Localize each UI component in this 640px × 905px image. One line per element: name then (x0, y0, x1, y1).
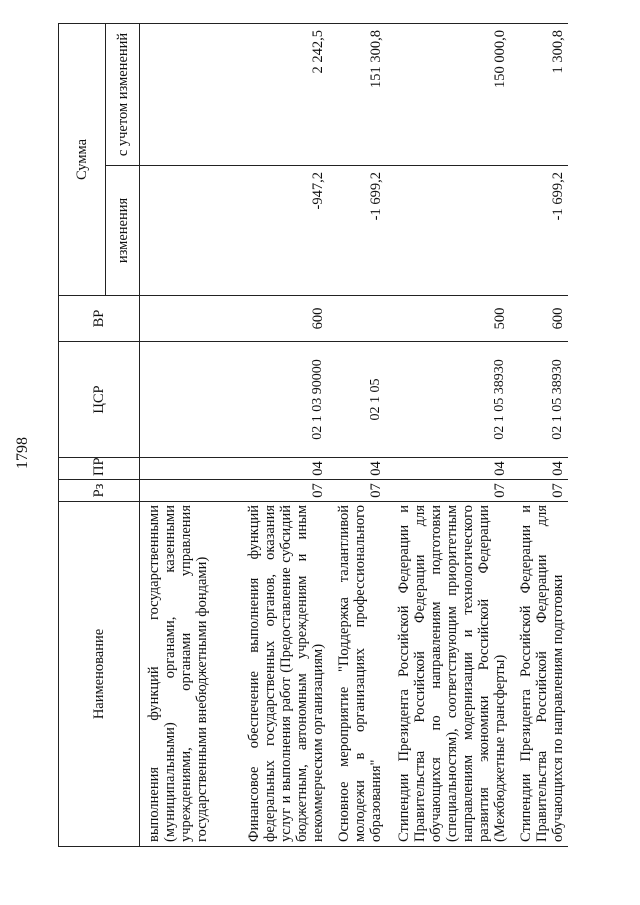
row-vr: 500 (388, 296, 512, 342)
table-row (512, 24, 568, 847)
table-row (140, 24, 214, 847)
row-csr: 02 1 03 90000 (214, 342, 330, 458)
row-change: -947,2 (214, 166, 330, 296)
row-csr: 02 1 05 38930 (512, 342, 568, 458)
row-change (140, 166, 214, 296)
row-csr: 02 1 05 38930 (388, 342, 512, 458)
row-name: выполнения функций государственными (муниципальными) органами, казенными учреждениями, органами управления государственными внебюджетными фондами) (140, 502, 214, 847)
row-rz: 07 (214, 480, 330, 502)
row-name: Стипендии Президента Российской Федерации и Правительства Российской Федерации для обучающихся по направлениям подготовки (специальностям), соответствующим приоритетным направлениям модернизации и технологического развития экономики Российской Федерации (Межбюджетные трансферты) (388, 502, 512, 847)
row-change (388, 166, 512, 296)
row-change: -1 699,2 (330, 166, 388, 296)
table-row (214, 24, 330, 847)
row-name: Основное мероприятие "Поддержка талантливой молодежи в организациях профессионального образования" (330, 502, 388, 847)
row-rz: 07 (330, 480, 388, 502)
table-row (388, 24, 512, 847)
table-header (59, 24, 140, 847)
header-pr: ПР (59, 458, 140, 480)
row-name: Стипендии Президента Российской Федерации и Правительства Российской Федерации для обучающихся по направлениям подготовки (512, 502, 568, 847)
row-rz: 07 (388, 480, 512, 502)
header-csr: ЦСР (59, 342, 140, 458)
header-name: Наименование (59, 502, 140, 847)
row-csr: 02 1 05 (330, 342, 388, 458)
row-pr: 04 (330, 458, 388, 480)
header-sum: Сумма (59, 24, 106, 296)
row-pr: 04 (388, 458, 512, 480)
table-body (140, 24, 568, 847)
row-vr (140, 296, 214, 342)
header-change: изменения (106, 166, 140, 296)
header-rz: Рз (59, 480, 140, 502)
header-vr: ВР (59, 296, 140, 342)
row-vr (330, 296, 388, 342)
row-pr: 04 (512, 458, 568, 480)
row-rz: 07 (512, 480, 568, 502)
row-pr (140, 458, 214, 480)
row-change: -1 699,2 (512, 166, 568, 296)
row-with-change: 150 000,0 (388, 24, 512, 166)
page-number: 1798 (14, 437, 31, 469)
row-vr: 600 (512, 296, 568, 342)
row-with-change: 1 300,8 (512, 24, 568, 166)
row-csr (140, 342, 214, 458)
row-with-change: 151 300,8 (330, 24, 388, 166)
table-row (330, 24, 388, 847)
row-vr: 600 (214, 296, 330, 342)
budget-table (58, 23, 568, 847)
header-with-change: с учетом изменений (106, 24, 140, 166)
row-with-change: 2 242,5 (214, 24, 330, 166)
row-rz (140, 480, 214, 502)
row-name: Финансовое обеспечение выполнения функций федеральных государственных органов, оказания услуг и выполнения работ (Предоставление субсидий бюджетным, автономным учреждениям и иным некоммерческим организациям) (214, 502, 330, 847)
row-with-change (140, 24, 214, 166)
row-pr: 04 (214, 458, 330, 480)
